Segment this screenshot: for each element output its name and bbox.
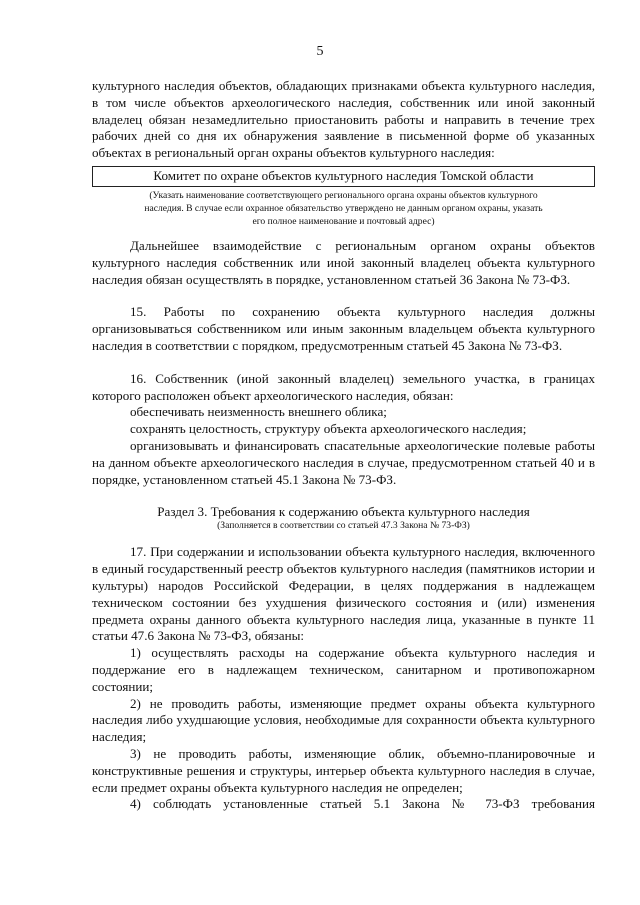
item-17-subitem: 2) не проводить работы, изменяющие предмет охраны объекта культурного наследия либо ухудшающие условия, необходимые для сохранности объекта культурного наследия; bbox=[92, 695, 595, 745]
item-17-intro: 17. При содержании и использовании объекта культурного наследия, включенного в единый государственный реестр объектов культурного наследия (памятников истории и культуры) народов Российской Федерации, в целях поддержания в надлежащем техническом состоянии без ухудшения физического состояния и (или) изменения предмета охраны данного объекта культурного наследия лица, указанные в пункте 11 статьи 47.6 Закона № 73-ФЗ, обязаны: bbox=[92, 544, 595, 644]
page-number: 5 bbox=[316, 44, 324, 59]
item-17-subitem: 4) соблюдать установленные статьей 5.1 Закона № 73-ФЗ требования bbox=[130, 796, 595, 812]
item-17-subitem: 3) не проводить работы, изменяющие облик, объемно-планировочные и конструктивные решения и структуры, интерьер объекта культурного наследия в случае, если предмет охраны объекта культурного наследия не определен; bbox=[92, 745, 595, 795]
section-3-note: (Заполняется в соответствии со статьей 47.3 Закона № 73-ФЗ) bbox=[217, 520, 470, 532]
item-16-line: сохранять целостность, структуру объекта археологического наследия; bbox=[130, 421, 527, 437]
interaction-paragraph: Дальнейшее взаимодействие с региональным органом охраны объектов культурного наследия собственник или иной законный владелец объекта культурного наследия обязан осуществлять в порядке, установленном статьей 36 Закона № 73-ФЗ. bbox=[92, 237, 595, 287]
authority-name-box: Комитет по охране объектов культурного наследия Томской области bbox=[92, 166, 595, 187]
item-16-intro: 16. Собственник (иной законный владелец) земельного участка, в границах которого расположен объект археологического наследия, обязан: bbox=[92, 370, 595, 403]
authority-note: (Указать наименование соответствующего регионального органа охраны объектов культурного наследия. В случае если охранное обязательство утверждено не данным органом охраны, указать его полное наименование и почтовый адрес) bbox=[144, 189, 543, 227]
item-16-line: организовывать и финансировать спасательные археологические полевые работы на данном объекте археологического наследия в случае, предусмотренном статьей 40 и в порядке, установленном статьей 45.1 Закона № 73-ФЗ. bbox=[92, 437, 595, 487]
item-16-line: обеспечивать неизменность внешнего облика; bbox=[130, 404, 387, 420]
item-15: 15. Работы по сохранению объекта культурного наследия должны организовываться собственником или иным законным владельцем объекта культурного наследия в соответствии с порядком, предусмотренным статьей 45 Закона № 73-ФЗ. bbox=[92, 304, 595, 353]
section-3-title: Раздел 3. Требования к содержанию объекта культурного наследия bbox=[157, 504, 530, 520]
item-17-subitem: 1) осуществлять расходы на содержание объекта культурного наследия и поддержание его в надлежащем техническом, санитарном и противопожарном состоянии; bbox=[92, 645, 595, 694]
authority-block bbox=[92, 166, 595, 228]
page-body bbox=[92, 78, 595, 813]
intro-paragraph: культурного наследия объектов, обладающих признаками объекта культурного наследия, в том числе объектов археологического наследия, собственник или иной законный владелец обязан незамедлительно приостановить работы и направить в течение трех рабочих дней со дня их обнаружения заявление в письменной форме об указанных объектах в региональный орган охраны объектов культурного наследия: bbox=[92, 78, 595, 161]
